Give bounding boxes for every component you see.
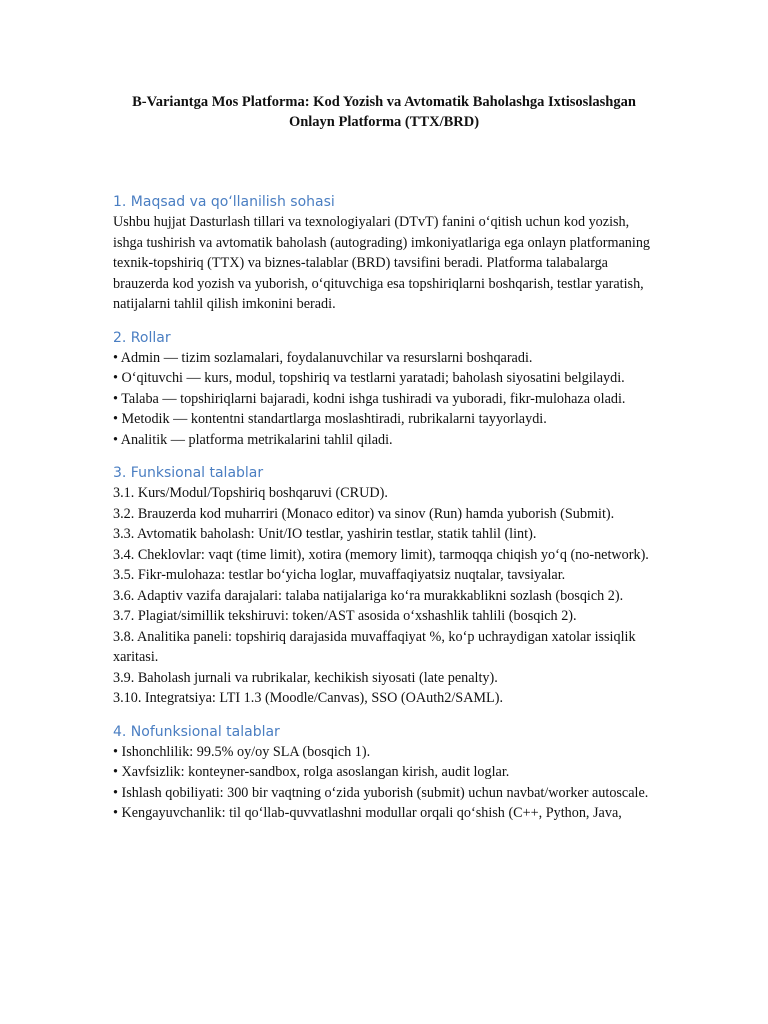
list-item: • Ishlash qobiliyati: 300 bir vaqtning o‘zida yuborish (submit) uchun navbat/worker autoscale. — [113, 784, 649, 801]
list-item: 3.5. Fikr-mulohaza: testlar bo‘yicha loglar, muvaffaqiyatsiz nuqtalar, tavsiyalar. — [113, 567, 566, 583]
section-paragraph: Ushbu hujjat Dasturlash tillari va texnologiyalari (DTvT) fanini o‘qitish uchun kod yozish, ishga tushirish va avtomatik baholash (autograding) imkoniyatlariga ega onlayn platformaning texnik-topshiriq (TTX) va biznes-talablar (BRD) tavsifini beradi. Platforma talabalarga brauzerda kod yozish va yuborish, o‘qituvchiga esa topshiriqlarni boshqarish, testlar yaratish, natijalarni tahlil qilish imkonini beradi. — [113, 214, 651, 312]
functional-requirements-list — [113, 483, 655, 709]
section-heading: 2. Rollar — [113, 329, 171, 346]
section-heading: 1. Maqsad va qo‘llanilish sohasi — [113, 194, 335, 210]
list-item: • Talaba — topshiriqlarni bajaradi, kodni ishga tushiradi va yuboradi, fikr-mulohaza oladi. — [113, 390, 626, 407]
list-item: • Metodik — kontentni standartlarga moslashtiradi, rubrikalarni tayyorlaydi. — [113, 411, 547, 427]
section-heading: 4. Nofunksional talablar — [113, 723, 280, 740]
roles-list — [113, 348, 655, 451]
section-nonfunctional-requirements — [113, 722, 655, 824]
section-functional-requirements — [113, 463, 655, 709]
list-item: 3.2. Brauzerda kod muharriri (Monaco editor) va sinov (Run) hamda yuborish (Submit). — [113, 505, 615, 522]
section-purpose — [113, 192, 655, 315]
list-item: 3.3. Avtomatik baholash: Unit/IO testlar, yashirin testlar, statik tahlil (lint). — [113, 526, 537, 542]
document-title-line-2: Onlayn Platforma (TTX/BRD) — [288, 114, 480, 130]
list-item: • O‘qituvchi — kurs, modul, topshiriq va testlarni yaratadi; baholash siyosatini belgilaydi. — [113, 370, 625, 386]
section-heading: 3. Funksional talablar — [113, 465, 264, 481]
list-item: • Xavfsizlik: konteyner-sandbox, rolga asoslangan kirish, audit loglar. — [113, 764, 510, 780]
nonfunctional-requirements-list — [113, 742, 655, 824]
list-item: • Kengayuvchanlik: til qo‘llab-quvvatlashni modullar orqali qo‘shish (C++, Python, Java, — [113, 805, 622, 821]
document-title — [113, 92, 655, 132]
list-item: 3.6. Adaptiv vazifa darajalari: talaba natijalariga ko‘ra murakkablikni sozlash (bosqich 2). — [113, 587, 624, 604]
list-item: • Admin — tizim sozlamalari, foydalanuvchilar va resurslarni boshqaradi. — [113, 349, 533, 366]
list-item: • Analitik — platforma metrikalarini tahlil qiladi. — [113, 431, 393, 448]
list-item: 3.10. Integratsiya: LTI 1.3 (Moodle/Canvas), SSO (OAuth2/SAML). — [113, 690, 503, 706]
list-item: 3.4. Cheklovlar: vaqt (time limit), xotira (memory limit), tarmoqqa chiqish yo‘q (no-network). — [113, 546, 649, 563]
document-title-line-1: B-Variantga Mos Platforma: Kod Yozish va Avtomatik Baholashga Ixtisoslashgan — [132, 94, 636, 110]
list-item: 3.9. Baholash jurnali va rubrikalar, kechikish siyosati (late penalty). — [113, 669, 498, 686]
list-item: 3.7. Plagiat/simillik tekshiruvi: token/AST asosida o‘xshashlik tahlili (bosqich 2). — [113, 608, 577, 624]
list-item: • Ishonchlilik: 99.5% oy/oy SLA (bosqich 1). — [113, 743, 371, 760]
list-item: 3.1. Kurs/Modul/Topshiriq boshqaruvi (CRUD). — [113, 485, 388, 501]
list-item: 3.8. Analitika paneli: topshiriq darajasida muvaffaqiyat %, ko‘p uchraydigan xatolar issiqlik xaritasi. — [113, 628, 636, 665]
document-page — [113, 92, 655, 824]
section-roles — [113, 328, 655, 451]
